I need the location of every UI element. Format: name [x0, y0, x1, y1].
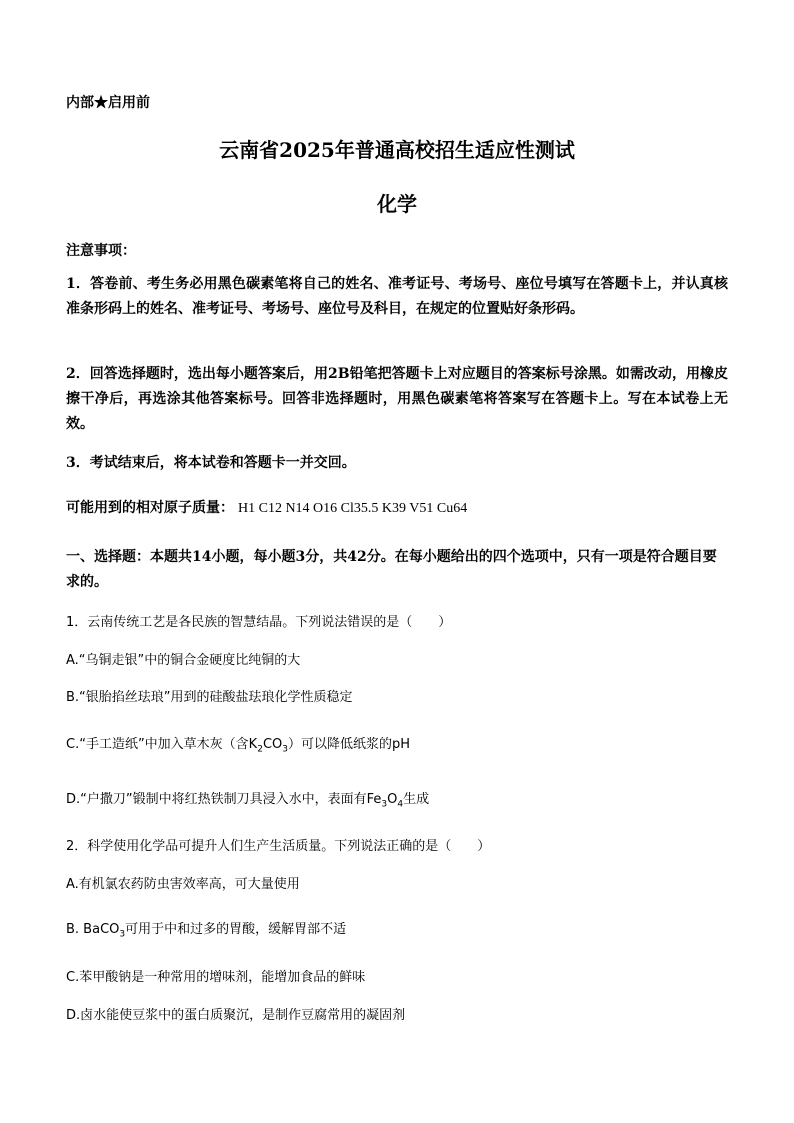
option-text: CO	[262, 737, 283, 752]
subscript: 3	[282, 744, 288, 755]
notice-item-3: 3．考试结束后，将本试卷和答题卡一并交回。	[66, 455, 356, 471]
question-2-option-d: D.卤水能使豆浆中的蛋白质聚沉，是制作豆腐常用的凝固剂	[66, 1008, 406, 1023]
option-text: O	[387, 792, 398, 807]
notice-item-1: 1．答卷前、考生务必用黑色碳素笔将自己的姓名、准考证号、考场号、座位号填写在答题卡上，并认真核准条形码上的姓名、准考证号、考场号、座位号及科目，在规定的位置贴好条形码。	[66, 276, 728, 317]
option-text: C.“手工造纸”中加入草木灰（含K	[66, 737, 258, 752]
option-text: B. BaCO	[66, 922, 120, 937]
confidential-label: 内部★启用前	[66, 95, 150, 111]
question-1-option-a: A.“乌铜走银”中的铜合金硬度比纯铜的大	[66, 653, 301, 668]
notice-item-2: 2．回答选择题时，选出每小题答案后，用2B铅笔把答题卡上对应题目的答案标号涂黑。如需改动，用橡皮擦干净后，再选涂其他答案标号。回答非选择题时，用黑色碳素笔将答案写在答题卡上。写在本试卷上无效。	[66, 366, 728, 432]
question-1-option-d	[66, 788, 429, 810]
option-text: D.“户撒刀”锻制中将红热铁制刀具浸入水中，表面有Fe	[66, 792, 382, 807]
option-text: ）可以降低纸浆的pH	[288, 737, 411, 752]
exam-title: 云南省2025年普通高校招生适应性测试	[219, 138, 575, 162]
atomic-masses-values: H1 C12 N14 O16 Cl35.5 K39 V51 Cu64	[238, 501, 468, 516]
subscript: 4	[397, 799, 404, 810]
atomic-masses	[66, 497, 467, 517]
subscript: 3	[381, 799, 388, 810]
question-2-stem: 2．科学使用化学品可提升人们生产生活质量。下列说法正确的是（ ）	[66, 839, 491, 854]
subject-title: 化学	[377, 192, 417, 216]
option-text: 可用于中和过多的胃酸，缓解胃部不适	[125, 922, 347, 937]
question-1-option-b: B.“银胎掐丝珐琅”用到的硅酸盐珐琅化学性质稳定	[66, 690, 353, 705]
subscript: 3	[119, 929, 126, 940]
atomic-masses-label: 可能用到的相对原子质量：	[66, 500, 234, 516]
subscript: 2	[257, 744, 263, 755]
option-text: 生成	[403, 792, 430, 807]
question-2-option-a: A.有机氯农药防虫害效率高，可大量使用	[66, 877, 300, 892]
question-1-stem: 1．云南传统工艺是各民族的智慧结晶。下列说法错误的是（ ）	[66, 615, 452, 630]
question-2-option-c: C.苯甲酸钠是一种常用的增味剂，能增加食品的鲜味	[66, 970, 366, 985]
question-2-option-b	[66, 918, 346, 940]
question-1-option-c	[66, 733, 410, 755]
section-1-heading: 一、选择题：本题共14小题，每小题3分，共42分。在每小题给出的四个选项中，只有一项是符合题目要求的。	[66, 549, 717, 590]
notice-heading: 注意事项：	[66, 243, 136, 259]
